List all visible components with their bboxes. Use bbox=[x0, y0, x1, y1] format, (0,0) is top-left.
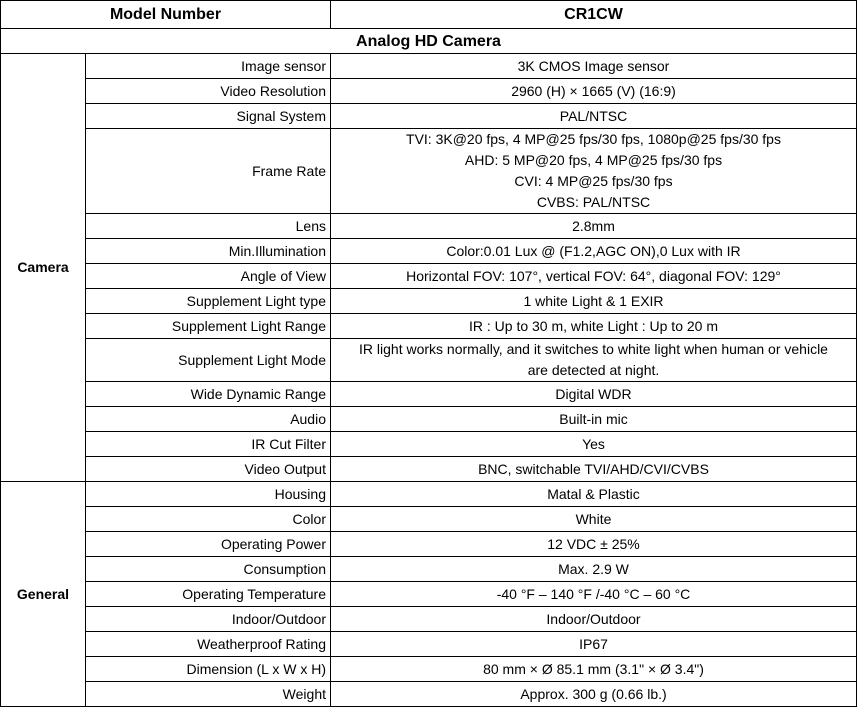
spec-row bbox=[1, 129, 857, 214]
spec-value-line: Indoor/Outdoor bbox=[546, 610, 641, 627]
spec-value-line: -40 °F – 140 °F /-40 °C – 60 °C bbox=[496, 585, 691, 602]
spec-value-line: 12 VDC ± 25% bbox=[547, 535, 640, 552]
spec-value-line: Horizontal FOV: 107°, vertical FOV: 64°, diagonal FOV: 129° bbox=[406, 267, 781, 284]
spec-row bbox=[1, 339, 857, 382]
spec-row bbox=[1, 289, 857, 314]
spec-row bbox=[1, 407, 857, 432]
spec-value-line: Max. 2.9 W bbox=[558, 560, 629, 577]
spec-label: Indoor/Outdoor bbox=[86, 607, 331, 632]
header-row bbox=[1, 1, 857, 29]
spec-value bbox=[331, 104, 857, 129]
spec-value-line: AHD: 5 MP@20 fps, 4 MP@25 fps/30 fps bbox=[464, 152, 723, 168]
spec-value bbox=[331, 79, 857, 104]
spec-row bbox=[1, 54, 857, 79]
spec-label: Wide Dynamic Range bbox=[86, 382, 331, 407]
spec-value bbox=[331, 129, 857, 214]
subtitle-row bbox=[1, 29, 857, 54]
spec-value bbox=[331, 339, 857, 382]
spec-value bbox=[331, 557, 857, 582]
spec-row bbox=[1, 507, 857, 532]
group-label-general: General bbox=[1, 482, 86, 707]
spec-row bbox=[1, 682, 857, 707]
spec-value-line: BNC, switchable TVI/AHD/CVI/CVBS bbox=[478, 460, 709, 477]
spec-value bbox=[331, 407, 857, 432]
spec-value-line: TVI: 3K@20 fps, 4 MP@25 fps/30 fps, 1080p@25 fps/30 fps bbox=[406, 131, 781, 147]
spec-value bbox=[331, 214, 857, 239]
spec-value-line: Digital WDR bbox=[555, 385, 632, 402]
spec-row bbox=[1, 557, 857, 582]
spec-value-line: Matal & Plastic bbox=[547, 485, 640, 502]
spec-value-line: 2.8mm bbox=[572, 217, 615, 234]
group-label-camera: Camera bbox=[1, 54, 86, 482]
spec-value bbox=[331, 632, 857, 657]
spec-value bbox=[331, 482, 857, 507]
spec-value-line: 1 white Light & 1 EXIR bbox=[523, 292, 664, 309]
spec-label: Angle of View bbox=[86, 264, 331, 289]
spec-value-line: CVI: 4 MP@25 fps/30 fps bbox=[514, 173, 673, 189]
spec-value-line: PAL/NTSC bbox=[559, 107, 628, 124]
spec-value bbox=[331, 657, 857, 682]
spec-value-line: Built-in mic bbox=[559, 410, 628, 427]
spec-value-line: Approx. 300 g (0.66 lb.) bbox=[520, 685, 667, 702]
spec-row bbox=[1, 264, 857, 289]
spec-label: Color bbox=[86, 507, 331, 532]
spec-label: Operating Power bbox=[86, 532, 331, 557]
spec-label: Weight bbox=[86, 682, 331, 707]
spec-row bbox=[1, 214, 857, 239]
spec-label: IR Cut Filter bbox=[86, 432, 331, 457]
spec-value bbox=[331, 314, 857, 339]
spec-label: Supplement Light Range bbox=[86, 314, 331, 339]
spec-label: Video Resolution bbox=[86, 79, 331, 104]
spec-label: Lens bbox=[86, 214, 331, 239]
spec-row bbox=[1, 79, 857, 104]
spec-label: Audio bbox=[86, 407, 331, 432]
spec-row bbox=[1, 432, 857, 457]
spec-value-line: IR light works normally, and it switches to white light when human or vehicle bbox=[359, 341, 828, 357]
spec-value bbox=[331, 54, 857, 79]
model-number-value: CR1CW bbox=[331, 1, 857, 29]
spec-value bbox=[331, 682, 857, 707]
spec-label: Housing bbox=[86, 482, 331, 507]
spec-label: Weatherproof Rating bbox=[86, 632, 331, 657]
spec-value bbox=[331, 457, 857, 482]
spec-table-body bbox=[1, 1, 857, 707]
spec-row bbox=[1, 532, 857, 557]
spec-value-line: IP67 bbox=[579, 635, 608, 652]
spec-row bbox=[1, 104, 857, 129]
spec-label: Supplement Light type bbox=[86, 289, 331, 314]
spec-value-line: IR : Up to 30 m, white Light : Up to 20 m bbox=[469, 317, 718, 334]
spec-row bbox=[1, 239, 857, 264]
product-subtitle: Analog HD Camera bbox=[1, 29, 857, 54]
spec-row bbox=[1, 582, 857, 607]
spec-value-line: 3K CMOS Image sensor bbox=[517, 57, 670, 74]
spec-row bbox=[1, 457, 857, 482]
spec-value-line: CVBS: PAL/NTSC bbox=[536, 194, 651, 210]
spec-row bbox=[1, 382, 857, 407]
spec-label: Supplement Light Mode bbox=[86, 339, 331, 382]
spec-value-line: 80 mm × Ø 85.1 mm (3.1" × Ø 3.4") bbox=[483, 660, 704, 677]
spec-row bbox=[1, 607, 857, 632]
spec-value bbox=[331, 382, 857, 407]
spec-value-line: 2960 (H) × 1665 (V) (16:9) bbox=[511, 82, 676, 99]
spec-value bbox=[331, 239, 857, 264]
spec-value bbox=[331, 507, 857, 532]
spec-value-line: White bbox=[575, 510, 612, 527]
spec-value bbox=[331, 532, 857, 557]
spec-row bbox=[1, 482, 857, 507]
spec-label: Signal System bbox=[86, 104, 331, 129]
spec-label: Min.Illumination bbox=[86, 239, 331, 264]
spec-label: Dimension (L x W x H) bbox=[86, 657, 331, 682]
spec-row bbox=[1, 632, 857, 657]
spec-value bbox=[331, 607, 857, 632]
spec-label: Consumption bbox=[86, 557, 331, 582]
spec-value-line: Yes bbox=[582, 435, 605, 452]
spec-label: Image sensor bbox=[86, 54, 331, 79]
spec-value bbox=[331, 432, 857, 457]
spec-value bbox=[331, 582, 857, 607]
spec-value-line: are detected at night. bbox=[527, 362, 660, 378]
spec-row bbox=[1, 314, 857, 339]
spec-value bbox=[331, 289, 857, 314]
spec-value-line: Color:0.01 Lux @ (F1.2,AGC ON),0 Lux with IR bbox=[446, 242, 741, 259]
spec-row bbox=[1, 657, 857, 682]
spec-value bbox=[331, 264, 857, 289]
spec-label: Frame Rate bbox=[86, 129, 331, 214]
model-number-label: Model Number bbox=[1, 1, 331, 29]
spec-label: Video Output bbox=[86, 457, 331, 482]
spec-label: Operating Temperature bbox=[86, 582, 331, 607]
